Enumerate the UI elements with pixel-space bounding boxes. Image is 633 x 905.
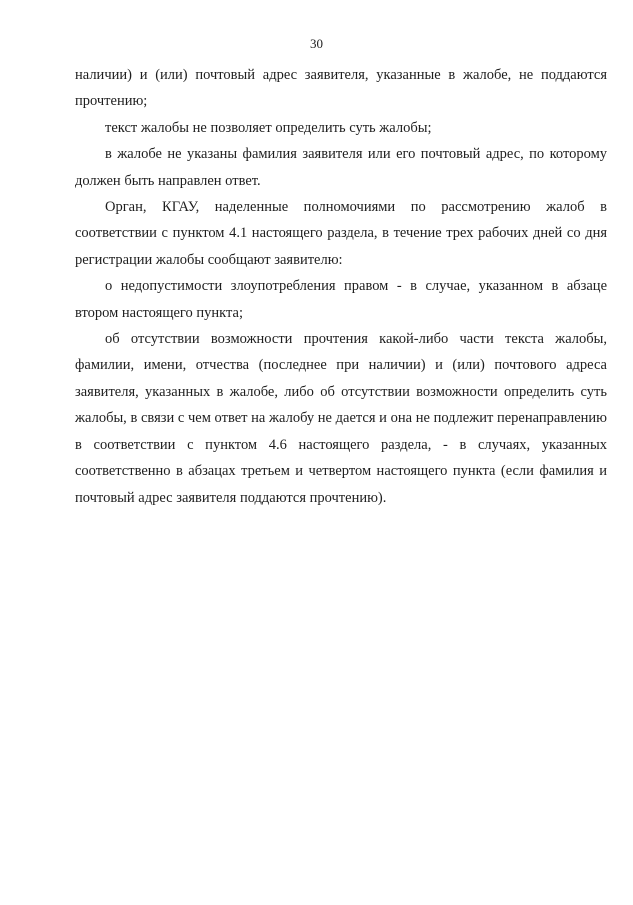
paragraph: в жалобе не указаны фамилия заявителя или его почтовый адрес, по которому должен быть направлен ответ.: [75, 146, 607, 189]
paragraph: о недопустимости злоупотребления правом - в случае, указанном в абзаце втором настоящего пункта;: [75, 278, 607, 321]
paragraph: об отсутствии возможности прочтения какой-либо части текста жалобы, фамилии, имени, отчества (последнее при наличии) и (или) почтового адреса заявителя, указанных в жалобе, либо об отсутствии возможности определить суть жалобы, в связи с чем ответ на жалобу не дается и она не подлежит перенаправлению в соответствии с пунктом 4.6 настоящего раздела, - в случаях, указанных соответственно в абзацах третьем и четвертом настоящего пункта (если фамилия и почтовый адрес заявителя поддаются прочтению).: [75, 331, 607, 506]
page-number: 30: [310, 36, 323, 51]
paragraph: Орган, КГАУ, наделенные полномочиями по рассмотрению жалоб в соответствии с пунктом 4.1 настоящего раздела, в течение трех рабочих дней со дня регистрации жалобы сообщают заявителю:: [75, 199, 607, 268]
document-body: [75, 62, 607, 511]
paragraph-continuation: наличии) и (или) почтовый адрес заявителя, указанные в жалобе, не поддаются прочтению;: [75, 67, 607, 110]
paragraph: текст жалобы не позволяет определить суть жалобы;: [105, 119, 432, 136]
